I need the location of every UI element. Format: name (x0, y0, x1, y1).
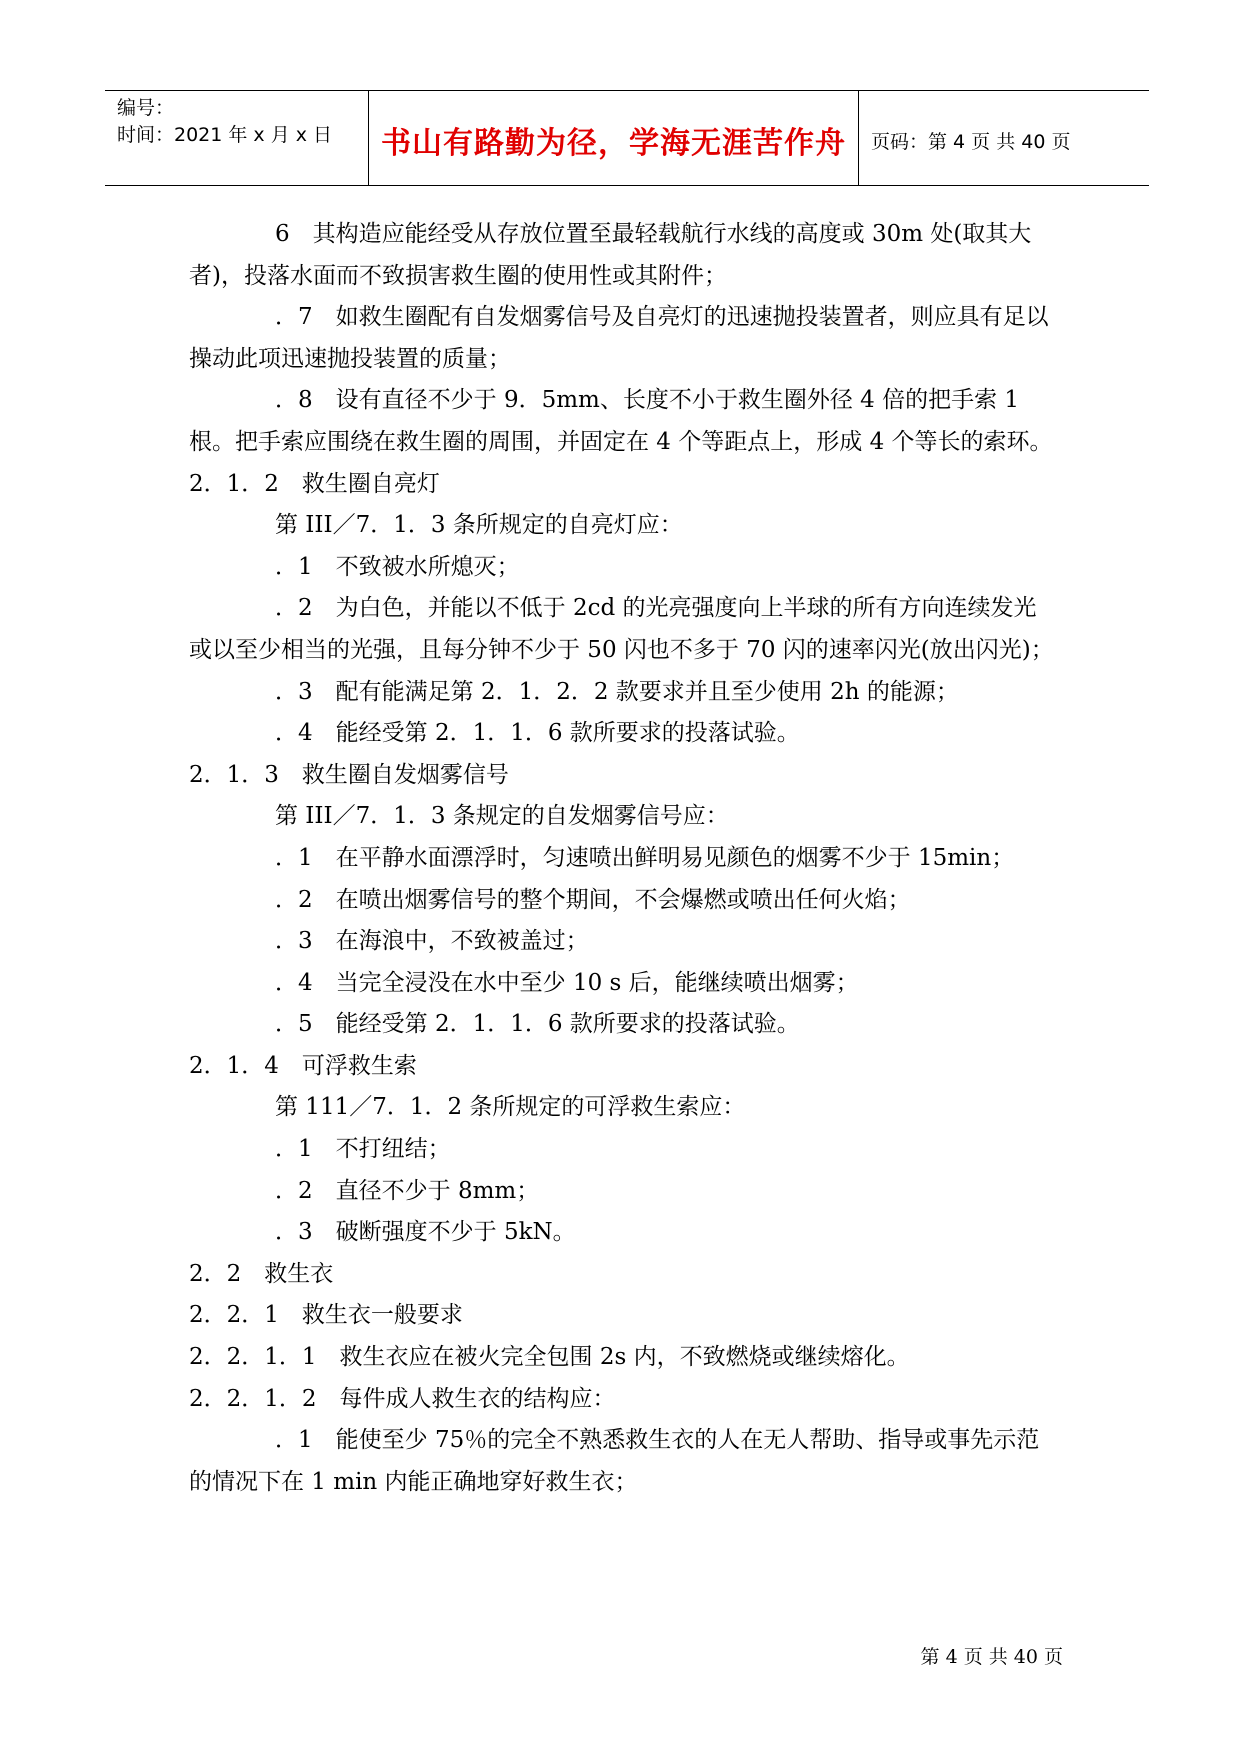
page-header (105, 90, 1149, 186)
body-paragraph: 2．1．2 救生圈自亮灯 (189, 470, 440, 497)
body-paragraph: ．2 为白色，并能以不低于 2cd 的光亮强度向上半球的所有方向连续发光或以至少相当的光强，且每分钟不少于 50 闪也不多于 70 闪的速率闪光(放出闪光)； (189, 595, 1054, 663)
body-paragraph: ．2 在喷出烟雾信号的整个期间，不会爆燃或喷出任何火焰； (275, 886, 911, 913)
body-paragraph: ．3 在海浪中，不致被盖过； (275, 928, 589, 955)
body-paragraph: 第 III／7．1．3 条规定的自发烟雾信号应： (275, 803, 729, 830)
body-paragraph: 2．2．1 救生衣一般要求 (189, 1302, 463, 1329)
body-paragraph: ．5 能经受第 2．1．1．6 款所要求的投落试验。 (275, 1011, 800, 1038)
body-paragraph: 2．1．4 可浮救生索 (189, 1052, 417, 1079)
header-page-info: 页码：第 4 页 共 40 页 (871, 130, 1071, 153)
body-paragraph: ．1 能使至少 75％的完全不熟悉救生衣的人在无人帮助、指导或事先示范的情况下在 1 min 内能正确地穿好救生衣； (189, 1427, 1040, 1495)
body-paragraph: 2．1．3 救生圈自发烟雾信号 (189, 761, 509, 788)
body-paragraph: ．1 不打纽结； (275, 1136, 451, 1163)
body-paragraph: ．8 设有直径不少于 9．5mm、长度不小于救生圈外径 4 倍的把手索 1 根。把手索应围绕在救生圈的周围，并固定在 4 个等距点上，形成 4 个等长的索环。 (189, 387, 1053, 455)
body-paragraph: 2．2 救生衣 (189, 1260, 334, 1287)
body-paragraph: ．7 如救生圈配有自发烟雾信号及自亮灯的迅速抛投装置者，则应具有足以操动此项迅速抛投装置的质量； (189, 304, 1049, 372)
body-paragraph: ．3 配有能满足第 2．1．2．2 款要求并且至少使用 2h 的能源； (275, 678, 959, 705)
header-motto: 书山有路勤为径，学海无涯苦作舟 (369, 91, 859, 185)
body-paragraph: 2．2．1．2 每件成人救生衣的结构应： (189, 1385, 616, 1412)
header-meta (105, 91, 369, 185)
body-paragraph: ．1 不致被水所熄灭； (275, 553, 520, 580)
document-body (189, 214, 1059, 1503)
body-paragraph: 第 111／7．1．2 条所规定的可浮救生索应： (275, 1094, 746, 1121)
body-paragraph: ．4 能经受第 2．1．1．6 款所要求的投落试验。 (275, 720, 800, 747)
body-paragraph: ．4 当完全浸没在水中至少 10 s 后，能继续喷出烟雾； (275, 969, 859, 996)
document-time-label: 时间：2021 年 x 月 x 日 (117, 124, 333, 146)
document-number-label: 编号： (117, 97, 175, 119)
page-footer: 第 4 页 共 40 页 (920, 1646, 1063, 1668)
body-paragraph: ．3 破断强度不少于 5kN。 (275, 1219, 576, 1246)
body-paragraph: 6 其构造应能经受从存放位置至最轻载航行水线的高度或 30m 处(取其大者)，投落水面而不致损害救生圈的使用性或其附件； (189, 221, 1032, 289)
body-paragraph: 2．2．1．1 救生衣应在被火完全包围 2s 内，不致燃烧或继续熔化。 (189, 1344, 910, 1371)
body-paragraph: 第 III／7．1．3 条所规定的自亮灯应： (275, 512, 683, 539)
body-paragraph: ．1 在平静水面漂浮时，匀速喷出鲜明易见颜色的烟雾不少于 15min； (275, 844, 1015, 871)
body-paragraph: ．2 直径不少于 8mm； (275, 1177, 540, 1204)
